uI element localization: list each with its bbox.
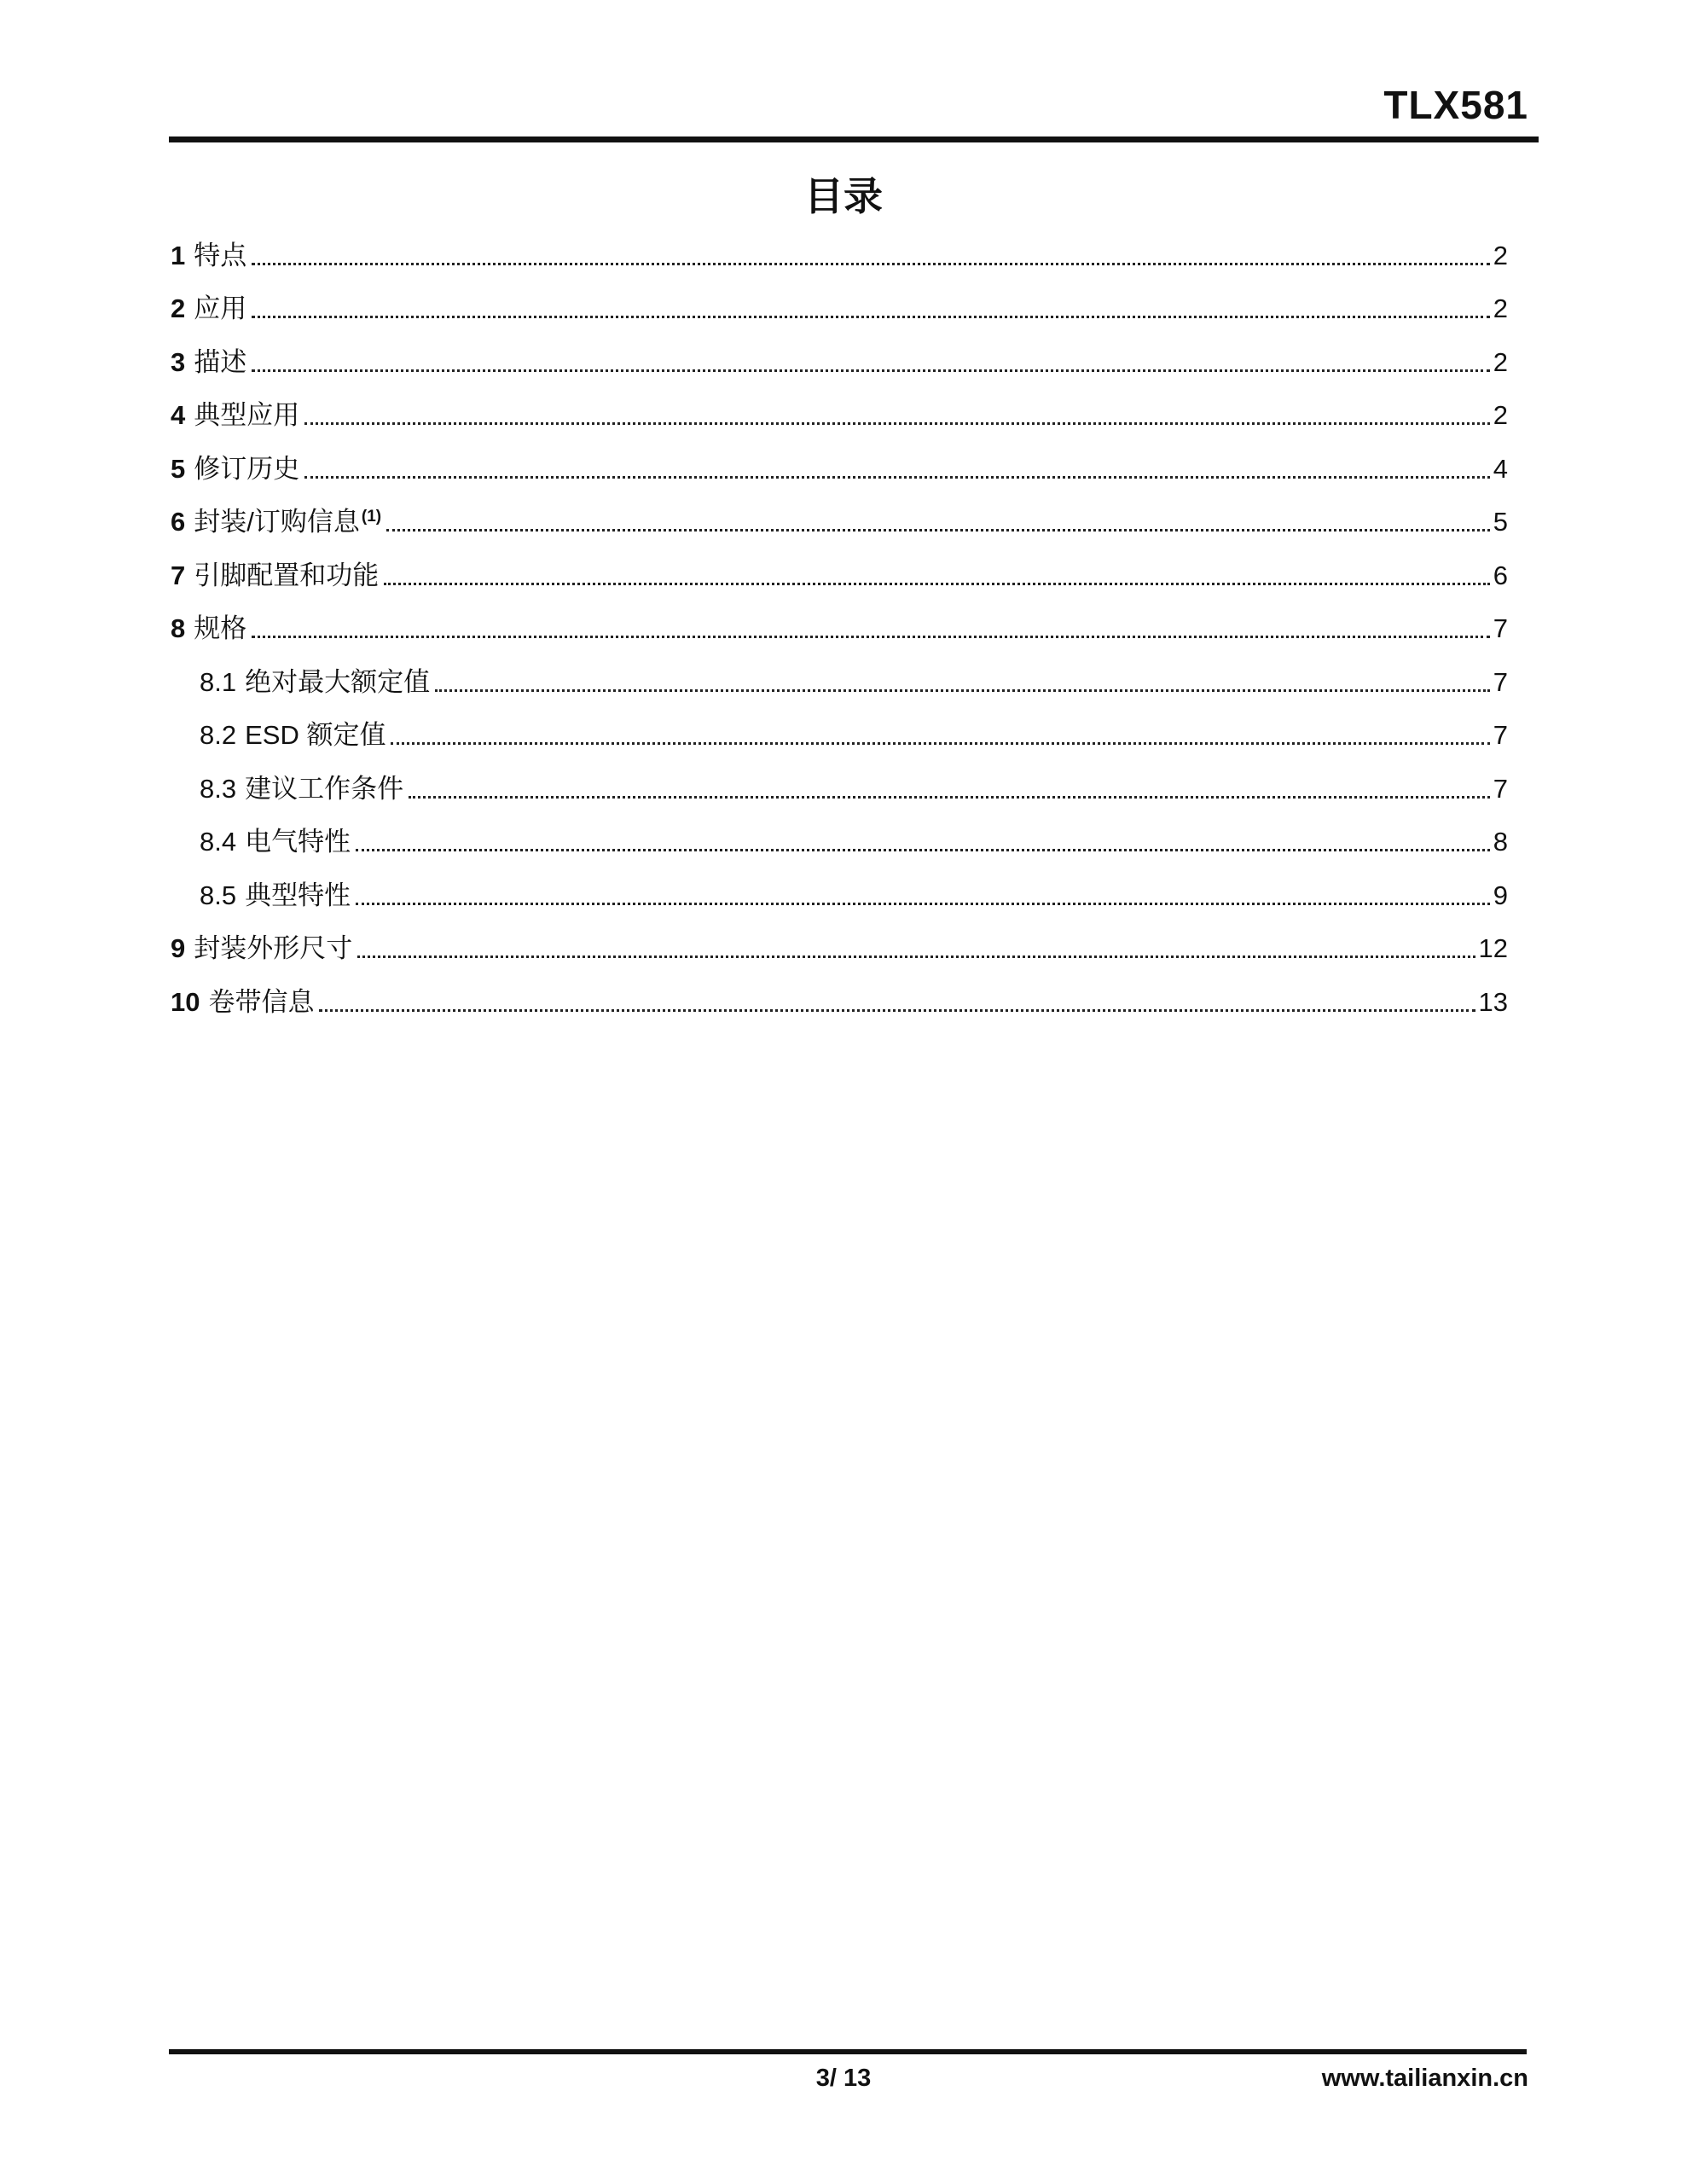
toc-entry-number: 8.1 xyxy=(200,666,237,697)
toc-entry-title: 描述 xyxy=(194,346,247,377)
toc-entry-number: 9 xyxy=(171,933,186,963)
toc-subentry[interactable] xyxy=(171,859,1508,913)
toc-entry-page: 2 xyxy=(1493,293,1508,323)
toc-dot-leader xyxy=(252,636,1490,638)
toc-entry[interactable] xyxy=(171,273,1508,327)
toc-dot-leader xyxy=(252,316,1490,318)
toc-entry-title: 修订历史 xyxy=(194,453,300,484)
toc-entry-page: 7 xyxy=(1493,773,1508,804)
toc-dot-leader xyxy=(384,583,1490,585)
toc-entry[interactable] xyxy=(171,539,1508,593)
website-link[interactable]: www.tailianxin.cn xyxy=(1321,2065,1528,2092)
toc-entry-title: 特点 xyxy=(194,240,247,270)
toc-entry-title: 封装外形尺寸 xyxy=(194,933,353,963)
page-number: 3/ 13 xyxy=(815,2065,872,2092)
toc-entry-number: 1 xyxy=(171,240,186,270)
toc-dot-leader xyxy=(252,263,1490,265)
toc-entry-number: 8.4 xyxy=(200,827,237,857)
toc-entry-page: 4 xyxy=(1493,453,1508,484)
toc-subentry[interactable] xyxy=(171,700,1508,753)
toc-dot-leader xyxy=(304,476,1490,479)
toc-entry[interactable] xyxy=(171,326,1508,380)
toc-dot-leader xyxy=(356,849,1490,851)
toc-dot-leader xyxy=(386,529,1490,531)
toc-entry[interactable] xyxy=(171,433,1508,486)
footer-divider xyxy=(169,2049,1527,2054)
toc-subentry[interactable] xyxy=(171,646,1508,700)
toc-dot-leader xyxy=(304,422,1490,425)
toc-entry-title: 规格 xyxy=(194,613,247,643)
toc-entry-page: 12 xyxy=(1478,933,1508,963)
toc-entry-page: 2 xyxy=(1493,240,1508,270)
toc-entry-page: 9 xyxy=(1493,880,1508,910)
toc-entry-title: 建议工作条件 xyxy=(245,773,404,804)
toc-entry-number: 8.3 xyxy=(200,773,237,804)
toc-entry[interactable] xyxy=(171,966,1508,1019)
toc-entry-page: 7 xyxy=(1493,666,1508,697)
toc-entry[interactable] xyxy=(171,593,1508,647)
toc-entry-number: 10 xyxy=(171,986,200,1017)
toc-entry-number: 5 xyxy=(171,453,186,484)
toc-entry-number: 6 xyxy=(171,507,186,537)
toc-dot-leader xyxy=(356,903,1490,905)
toc-entry-number: 2 xyxy=(171,293,186,323)
toc-entry-title: 卷带信息 xyxy=(208,986,315,1017)
footnote-marker: (1) xyxy=(361,507,382,526)
toc-subentry[interactable] xyxy=(171,806,1508,860)
toc-entry-page: 2 xyxy=(1493,346,1508,377)
toc-entry-title: 引脚配置和功能 xyxy=(194,560,380,590)
toc-entry-number: 8 xyxy=(171,613,186,643)
toc-dot-leader xyxy=(319,1009,1475,1012)
toc-dot-leader xyxy=(357,956,1475,958)
toc-entry-page: 7 xyxy=(1493,613,1508,643)
toc-entry[interactable] xyxy=(171,219,1508,273)
toc-entry[interactable] xyxy=(171,486,1508,540)
toc-entry-page: 8 xyxy=(1493,827,1508,857)
table-of-contents xyxy=(171,219,1508,1019)
toc-entry-number: 8.2 xyxy=(200,720,237,750)
toc-entry-number: 7 xyxy=(171,560,186,590)
toc-subentry[interactable] xyxy=(171,752,1508,806)
toc-entry[interactable] xyxy=(171,380,1508,433)
toc-entry-page: 2 xyxy=(1493,400,1508,430)
toc-entry-number: 3 xyxy=(171,346,186,377)
toc-entry-page: 6 xyxy=(1493,560,1508,590)
toc-dot-leader xyxy=(435,689,1490,692)
toc-entry-page: 7 xyxy=(1493,720,1508,750)
toc-entry-page: 5 xyxy=(1493,507,1508,537)
toc-entry-number: 4 xyxy=(171,400,186,430)
toc-dot-leader xyxy=(391,742,1489,745)
toc-entry-title: 电气特性 xyxy=(245,827,351,857)
toc-dot-leader xyxy=(252,369,1490,372)
toc-heading: 目录 xyxy=(804,174,883,218)
toc-entry-page: 13 xyxy=(1478,986,1508,1017)
toc-dot-leader xyxy=(409,796,1490,799)
document-code: TLX581 xyxy=(1383,83,1528,127)
toc-entry-title: 应用 xyxy=(194,293,247,323)
toc-entry-title: 绝对最大额定值 xyxy=(245,666,431,697)
toc-entry[interactable] xyxy=(171,913,1508,967)
toc-entry-title: ESD 额定值 xyxy=(245,720,386,750)
toc-entry-number: 8.5 xyxy=(200,880,237,910)
toc-entry-title: 典型特性 xyxy=(245,880,351,910)
toc-entry-title-text: 封装/订购信息 xyxy=(194,507,360,537)
toc-entry-title xyxy=(194,505,381,539)
header-divider xyxy=(169,136,1539,142)
toc-entry-title: 典型应用 xyxy=(194,400,300,430)
